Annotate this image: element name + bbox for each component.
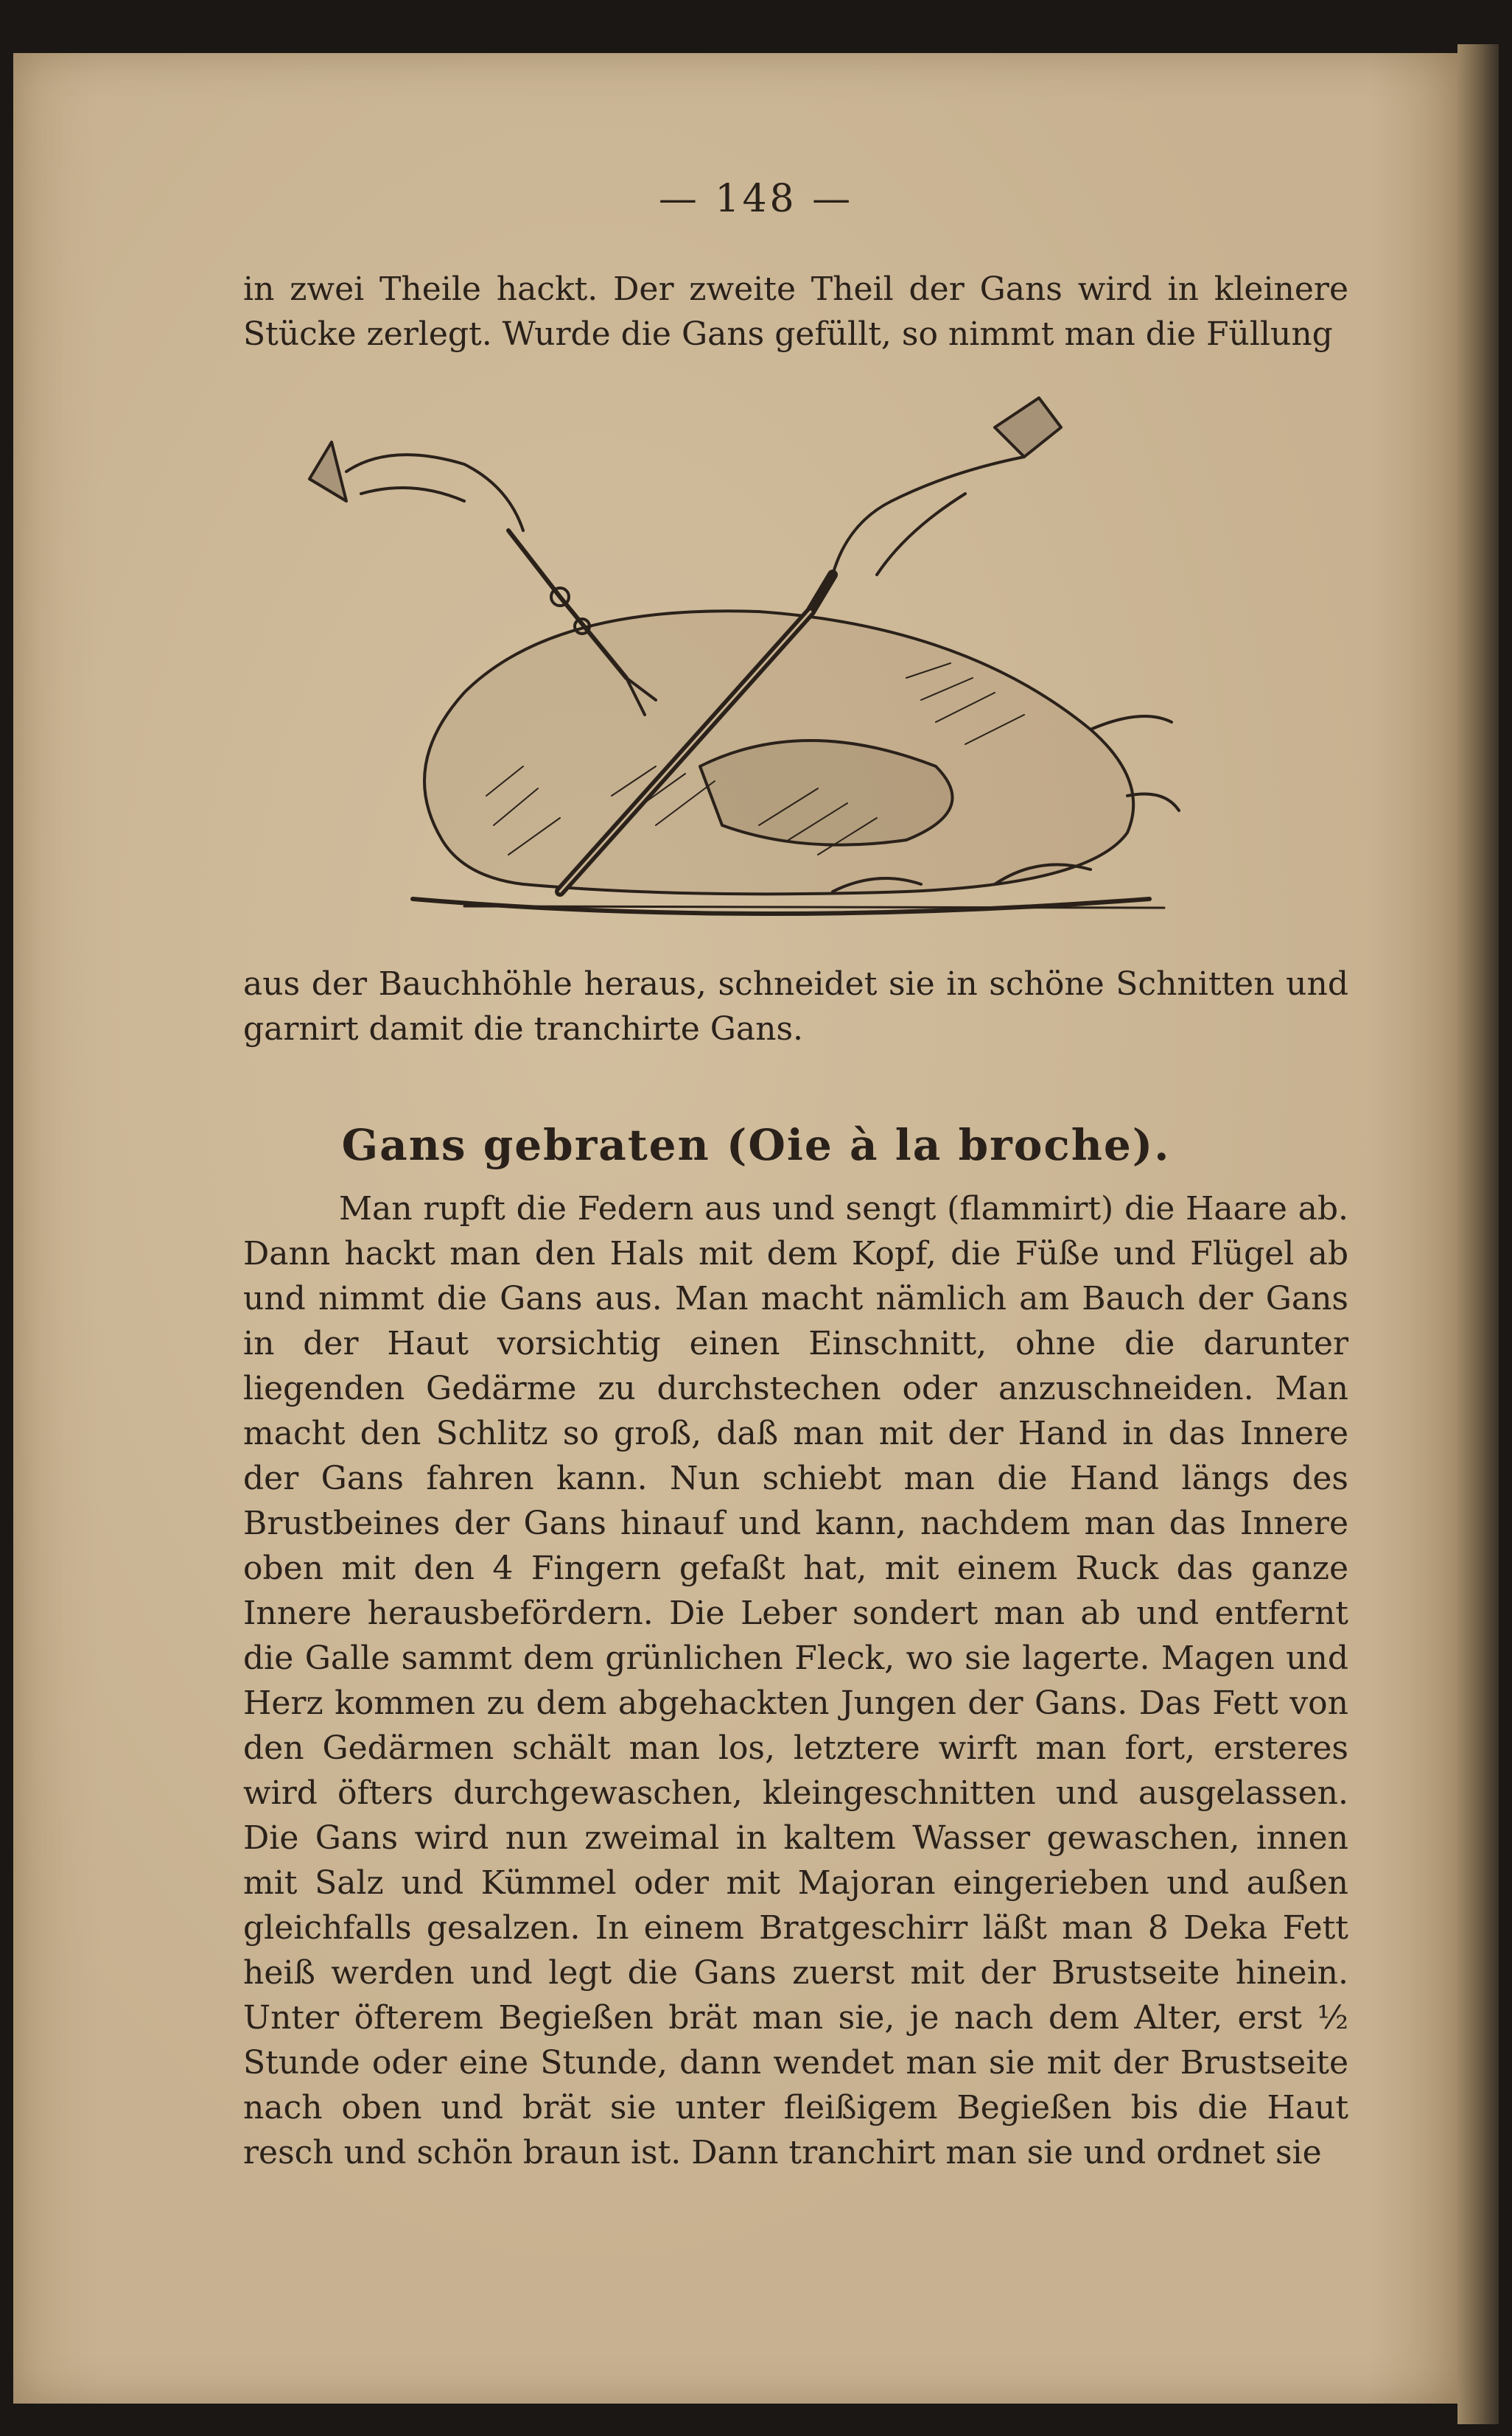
- page-number: — 148 —: [658, 177, 854, 221]
- paragraph-body: Man rupft die Federn aus und sengt (flammirt) die Haare ab. Dann hackt man den Hals mit dem Kopf, die Füße und Flügel ab und nimmt die Gans aus. Man macht nämlich am Bauch der Gans in der Haut vorsichtig einen Einschnitt, ohne die darunter liegenden Gedärme zu durchstechen oder anzuschneiden. Man macht den Schlitz so groß, daß man mit der Hand in das Innere der Gans fahren kann. Nun schiebt man die Hand längs des Brustbeines der Gans hinauf und kann, nachdem man das Innere oben mit den 4 Fingern gefaßt hat, mit einem Ruck das ganze Innere herausbefördern. Die Leber sondert man ab und entfernt die Galle sammt dem grünlichen Fleck, wo sie lagerte. Magen und Herz kommen zu dem abgehackten Jungen der Gans. Das Fett von den Gedärmen schält man los, letztere wirft man fort, ersteres wird öfters durchgewaschen, kleingeschnitten und ausgelassen. Die Gans wird nun zweimal in kaltem Wasser gewaschen, innen mit Salz und Kümmel oder mit Majoran eingerieben und außen gleichfalls gesalzen. In einem Bratgeschirr läßt man 8 Deka Fett heiß werden und legt die Gans zuerst mit der Brustseite hinein. Unter öfterem Begießen brät man sie, je nach dem Alter, erst ½ Stunde oder eine Stunde, dann wendet man sie mit der Brustseite nach oben und brät sie unter fleißigem Begießen bis die Haut resch und schön braun ist. Dann tranchirt man sie und ordnet sie: [243, 1190, 1348, 2171]
- paragraph-after-figure: aus der Bauchhöhle heraus, schneidet sie in schöne Schnitten und garnirt damit die tranchirte Gans.: [243, 965, 1348, 1048]
- page-edge: [1457, 44, 1499, 2424]
- carving-goose-illustration: [243, 383, 1245, 943]
- section-heading: Gans gebraten (Oie à la broche).: [341, 1120, 1171, 1170]
- goose-engraving-svg: [243, 383, 1245, 943]
- paragraph-top: in zwei Theile hackt. Der zweite Theil der Gans wird in kleinere Stücke zerlegt. Wurde die Gans gefüllt, so nimmt man die Füllung: [243, 270, 1348, 353]
